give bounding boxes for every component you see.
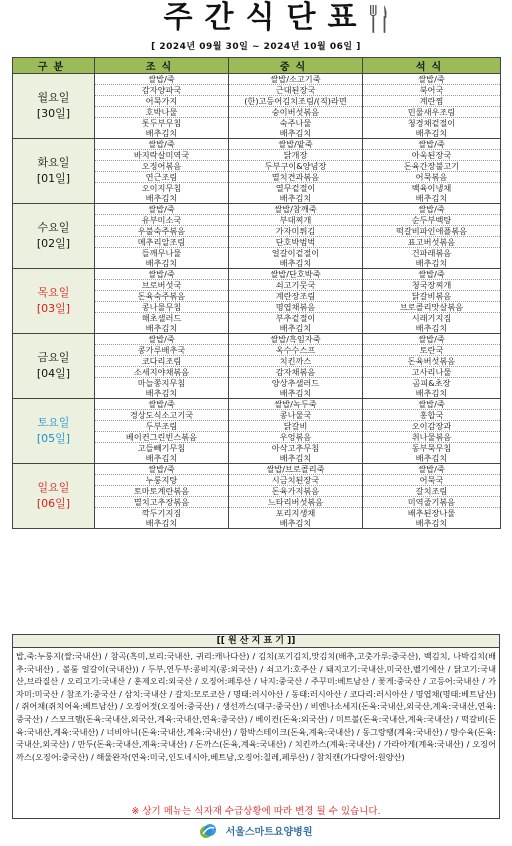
dinner-item: 취나물볶음 [363, 432, 501, 443]
dinner-item: 어묵볶음 [363, 172, 501, 183]
dinner-item: 닭갈비볶음 [363, 291, 501, 302]
breakfast-item: 마늘쫑지무침 [95, 378, 229, 389]
breakfast-item: 깍두기지짐 [95, 508, 229, 519]
lunch-item: 계란장조림 [229, 291, 363, 302]
day-cell [13, 269, 95, 334]
dinner-item: 배추김치 [363, 388, 501, 399]
dinner-item: 쌀밥/죽 [363, 269, 501, 280]
breakfast-item: 두부조림 [95, 421, 229, 432]
lunch-item: 근대된장국 [229, 85, 363, 96]
day-date: [01일] [36, 172, 71, 185]
lunch-item: (한)고등어김치조림/(직)라면 [229, 96, 363, 107]
menu-row [13, 74, 501, 85]
breakfast-item: 쌀밥/죽 [95, 464, 229, 475]
lunch-item: 부추겉절이 [229, 313, 363, 324]
dinner-item: 고사리나물 [363, 367, 501, 378]
dinner-item: 쌀밥/죽 [363, 334, 501, 345]
lunch-item: 닭개장 [229, 150, 363, 161]
breakfast-item: 베이컨그린빈스볶음 [95, 432, 229, 443]
menu-row [13, 334, 501, 345]
dinner-item: 배추김치 [363, 453, 501, 464]
dinner-item: 표고버섯볶음 [363, 237, 501, 248]
title-area [0, 0, 512, 38]
lunch-item: 돈육가지볶음 [229, 486, 363, 497]
menu-period: [ 2024년 09월 30일 ~ 2024년 10월 06일 ] [151, 42, 361, 52]
lunch-item: 배추김치 [229, 323, 363, 334]
breakfast-item: 유부미소국 [95, 215, 229, 226]
dinner-item: 곰피&초장 [363, 378, 501, 389]
dinner-item: 청국장찌개 [363, 280, 501, 291]
breakfast-item: 배추김치 [95, 128, 229, 139]
lunch-item: 열무겉절이 [229, 183, 363, 194]
day-date: [04일] [36, 367, 71, 380]
weekly-menu-table [12, 57, 501, 529]
breakfast-item: 토마토계란볶음 [95, 486, 229, 497]
menu-row [13, 139, 501, 150]
lunch-item: 우엉볶음 [229, 432, 363, 443]
dinner-item: 아욱된장국 [363, 150, 501, 161]
breakfast-item: 배추김치 [95, 518, 229, 529]
day-date: [02일] [36, 237, 71, 250]
dinner-item: 홍합국 [363, 410, 501, 421]
lunch-item: 옥수수스프 [229, 345, 363, 356]
dinner-item: 브로콜리맛살볶음 [363, 302, 501, 313]
dinner-item: 배추김치 [363, 323, 501, 334]
dinner-item: 쌀밥/죽 [363, 204, 501, 215]
menu-row [13, 204, 501, 215]
lunch-item: 두부구이&양념장 [229, 161, 363, 172]
breakfast-item: 메추리알조림 [95, 237, 229, 248]
breakfast-item: 누룽지탕 [95, 475, 229, 486]
lunch-header: 중식 [229, 58, 363, 74]
lunch-item: 치킨까스 [229, 356, 363, 367]
dinner-item: 시래기지짐 [363, 313, 501, 324]
lunch-item: 배추김치 [229, 388, 363, 399]
lunch-item: 숙주나물 [229, 118, 363, 129]
day-date: [05일] [36, 432, 71, 445]
lunch-item: 멸치견과볶음 [229, 172, 363, 183]
lunch-item: 느타리버섯볶음 [229, 497, 363, 508]
lunch-item: 단호박범벅 [229, 237, 363, 248]
lunch-item: 숭이버섯볶음 [229, 107, 363, 118]
menu-row [13, 464, 501, 475]
menu-row [13, 399, 501, 410]
breakfast-item: 감자양파국 [95, 85, 229, 96]
dinner-item: 배추김치 [363, 128, 501, 139]
breakfast-item: 어묵가지 [95, 96, 229, 107]
lunch-item: 쇠고기뭇국 [229, 280, 363, 291]
day-cell [13, 74, 95, 139]
dinner-item: 오이감장과 [363, 421, 501, 432]
breakfast-item: 들깨무나물 [95, 248, 229, 259]
breakfast-item: 고들빼기무침 [95, 443, 229, 454]
dinner-item: 민물새우조림 [363, 107, 501, 118]
dinner-item: 돈육버섯볶음 [363, 356, 501, 367]
breakfast-item: 배추김치 [95, 258, 229, 269]
breakfast-header: 조식 [95, 58, 229, 74]
breakfast-item: 연근조림 [95, 172, 229, 183]
day-name: 금요일 [37, 351, 70, 364]
breakfast-item: 브로버섯국 [95, 280, 229, 291]
lunch-item: 닭갈비 [229, 421, 363, 432]
breakfast-item: 호박나물 [95, 107, 229, 118]
lunch-item: 쌀밥/소고기죽 [229, 74, 363, 85]
breakfast-item: 쌀밥/죽 [95, 74, 229, 85]
breakfast-item: 배추김치 [95, 193, 229, 204]
dinner-item: 미역줄기볶음 [363, 497, 501, 508]
lunch-item: 쌀밥/팥죽 [229, 139, 363, 150]
lunch-item: 포리지생채 [229, 508, 363, 519]
fork-knife-icon [368, 4, 390, 34]
lunch-item: 배추김치 [229, 193, 363, 204]
dinner-item: 배추된장나물 [363, 508, 501, 519]
day-name: 목요일 [37, 286, 70, 299]
dinner-item: 떡갈비파인애플볶음 [363, 226, 501, 237]
dinner-item: 청경채겉절이 [363, 118, 501, 129]
lunch-item: 시금치된장국 [229, 475, 363, 486]
dinner-item: 백육이냉채 [363, 183, 501, 194]
dinner-item: 돈육간장불고기 [363, 161, 501, 172]
breakfast-item: 쌀밥/죽 [95, 269, 229, 280]
breakfast-item: 소세지야채볶음 [95, 367, 229, 378]
lunch-item: 아삭고추무침 [229, 443, 363, 454]
origin-title: [[ 원 산 지 표 기 ]] [12, 634, 500, 647]
lunch-item: 배추김치 [229, 453, 363, 464]
day-date: [03일] [36, 302, 71, 315]
day-cell [13, 464, 95, 529]
breakfast-item: 멸치고추장볶음 [95, 497, 229, 508]
dinner-item: 쌀밥/죽 [363, 74, 501, 85]
lunch-item: 배추김치 [229, 518, 363, 529]
breakfast-item: 배추김치 [95, 453, 229, 464]
change-notice: ※ 상기 메뉴는 식자재 수급상황에 따라 변경 될 수 있습니다. [131, 806, 381, 817]
hospital-logo-icon [199, 822, 217, 840]
dinner-item: 쌀밥/죽 [363, 139, 501, 150]
breakfast-item: 콩나물무침 [95, 302, 229, 313]
dinner-item: 쌀밥/죽 [363, 399, 501, 410]
lunch-item: 가자미튀김 [229, 226, 363, 237]
origin-text: 밥,죽:누룽지(쌀:국내산) / 참곡(흑미,보리:국내산, 귀리:캐나다산) / 김치(포기김치,맛김치(배추,고춧가루:중국산), 백김치, 나박김치(배추:국내산) , 볼룸 얼갈이(국내산)) / 두부,연두부:콩비지(콩:외국산) / 쇠고기:호주산 / 돼지고기:국내산,미국산,벨기에산 / 닭고기:국내산,브라질산 / 오리고기:국내산 / 훈제오리:외국산 / 오징어:페루산 / 낙지:중국산 / 주꾸미:베트남산 / 꽃게:중국산 / 고등어:국내산 / 가자미:미국산 / 참조기:중국산 / 삼치:국내산 / 갈치:모로코산 / 명태:러시아산 / 동태:러시아산 / 코다리:러시아산 / 명엽채(명태:베트남산) / 쥐어채(쥐치어육:베트남산) / 오징어젓(오징어:중국산) / 생선까스(대구:중국산) / 비엔나소세지(돈육:국내산,외국산,계육:국내산,연육:중국산) / 스모크햄(돈육:국내산,외국산,계육:국내산,연육:중국산) / 베이컨(돈육:외국산) / 미트볼(돈육:국내산,계육:국내산) / 떡갈비(돈육:국내산,계육:국내산) / 너비아니(돈육:국내산,계육:국내산) / 함박스테이크(돈육,계육:국내산) / 동그랑땡(계육:국내산) / 탕수육(돈육:국내산,외국산) / 만두(돈육:국내산,계육:국내산) / 돈까스(돈육,계육:국내산) / 치킨까스(계육:국내산) / 가라아게(계육:국내산) / 오징어까스(오징어:중국산) / 해물완자(연육:미국,인도네시아,베트남,오징어:칠레,페루산) / 참치캔(가다랑어:원양산) [12, 647, 500, 819]
lunch-item: 감자채볶음 [229, 367, 363, 378]
breakfast-item: 바지락살미역국 [95, 150, 229, 161]
page-title: 주간식단표 [163, 0, 369, 35]
table-header-row [13, 58, 501, 74]
hospital-name: 서울스마트요양병원 [225, 827, 313, 838]
lunch-item: 배추김치 [229, 128, 363, 139]
breakfast-item: 오징어볶음 [95, 161, 229, 172]
lunch-item: 배추김치 [229, 258, 363, 269]
division-header: 구분 [13, 58, 95, 74]
breakfast-item: 코다리조림 [95, 356, 229, 367]
menu-row [13, 269, 501, 280]
breakfast-item: 톳두부무침 [95, 118, 229, 129]
lunch-item: 쌀밥/단호박죽 [229, 269, 363, 280]
dinner-item: 순두부백탕 [363, 215, 501, 226]
dinner-header: 석식 [363, 58, 501, 74]
breakfast-item: 경상도식소고기국 [95, 410, 229, 421]
breakfast-item: 우불숙주볶음 [95, 226, 229, 237]
breakfast-item: 배추김치 [95, 388, 229, 399]
lunch-item: 명엽채볶음 [229, 302, 363, 313]
day-cell [13, 139, 95, 204]
lunch-item: 콩나물국 [229, 410, 363, 421]
lunch-item: 얼갈이겉절이 [229, 248, 363, 259]
day-date: [30일] [36, 107, 71, 120]
dinner-item: 배추김치 [363, 518, 501, 529]
breakfast-item: 배추김치 [95, 323, 229, 334]
dinner-item: 동부묵무침 [363, 443, 501, 454]
dinner-item: 어묵국 [363, 475, 501, 486]
dinner-item: 배추김치 [363, 258, 501, 269]
dinner-item: 건파래볶음 [363, 248, 501, 259]
breakfast-item: 쌀밥/죽 [95, 139, 229, 150]
day-name: 토요일 [37, 416, 70, 429]
dinner-item: 토란국 [363, 345, 501, 356]
day-cell [13, 204, 95, 269]
lunch-item: 쌀밥/흑임자죽 [229, 334, 363, 345]
breakfast-item: 돈육숙주볶음 [95, 291, 229, 302]
day-date: [06일] [36, 497, 71, 510]
day-cell [13, 334, 95, 399]
footer [0, 820, 512, 842]
breakfast-item: 해초샐러드 [95, 313, 229, 324]
lunch-item: 쌀밥/참깨죽 [229, 204, 363, 215]
day-name: 월요일 [37, 91, 70, 104]
dinner-item: 쌀밥/죽 [363, 464, 501, 475]
dinner-item: 배추김치 [363, 193, 501, 204]
day-cell [13, 399, 95, 464]
lunch-item: 쌀밥/녹두죽 [229, 399, 363, 410]
lunch-item: 양상추샐러드 [229, 378, 363, 389]
day-name: 수요일 [37, 221, 70, 234]
dinner-item: 갈치조림 [363, 486, 501, 497]
dinner-item: 북어국 [363, 85, 501, 96]
lunch-item: 쌀밥/브로콜리죽 [229, 464, 363, 475]
breakfast-item: 콩가루배추국 [95, 345, 229, 356]
breakfast-item: 쌀밥/죽 [95, 399, 229, 410]
dinner-item: 계란찜 [363, 96, 501, 107]
breakfast-item: 오이지무침 [95, 183, 229, 194]
day-name: 일요일 [37, 481, 70, 494]
breakfast-item: 쌀밥/죽 [95, 334, 229, 345]
lunch-item: 부대찌개 [229, 215, 363, 226]
day-name: 화요일 [37, 156, 70, 169]
breakfast-item: 쌀밥/죽 [95, 204, 229, 215]
